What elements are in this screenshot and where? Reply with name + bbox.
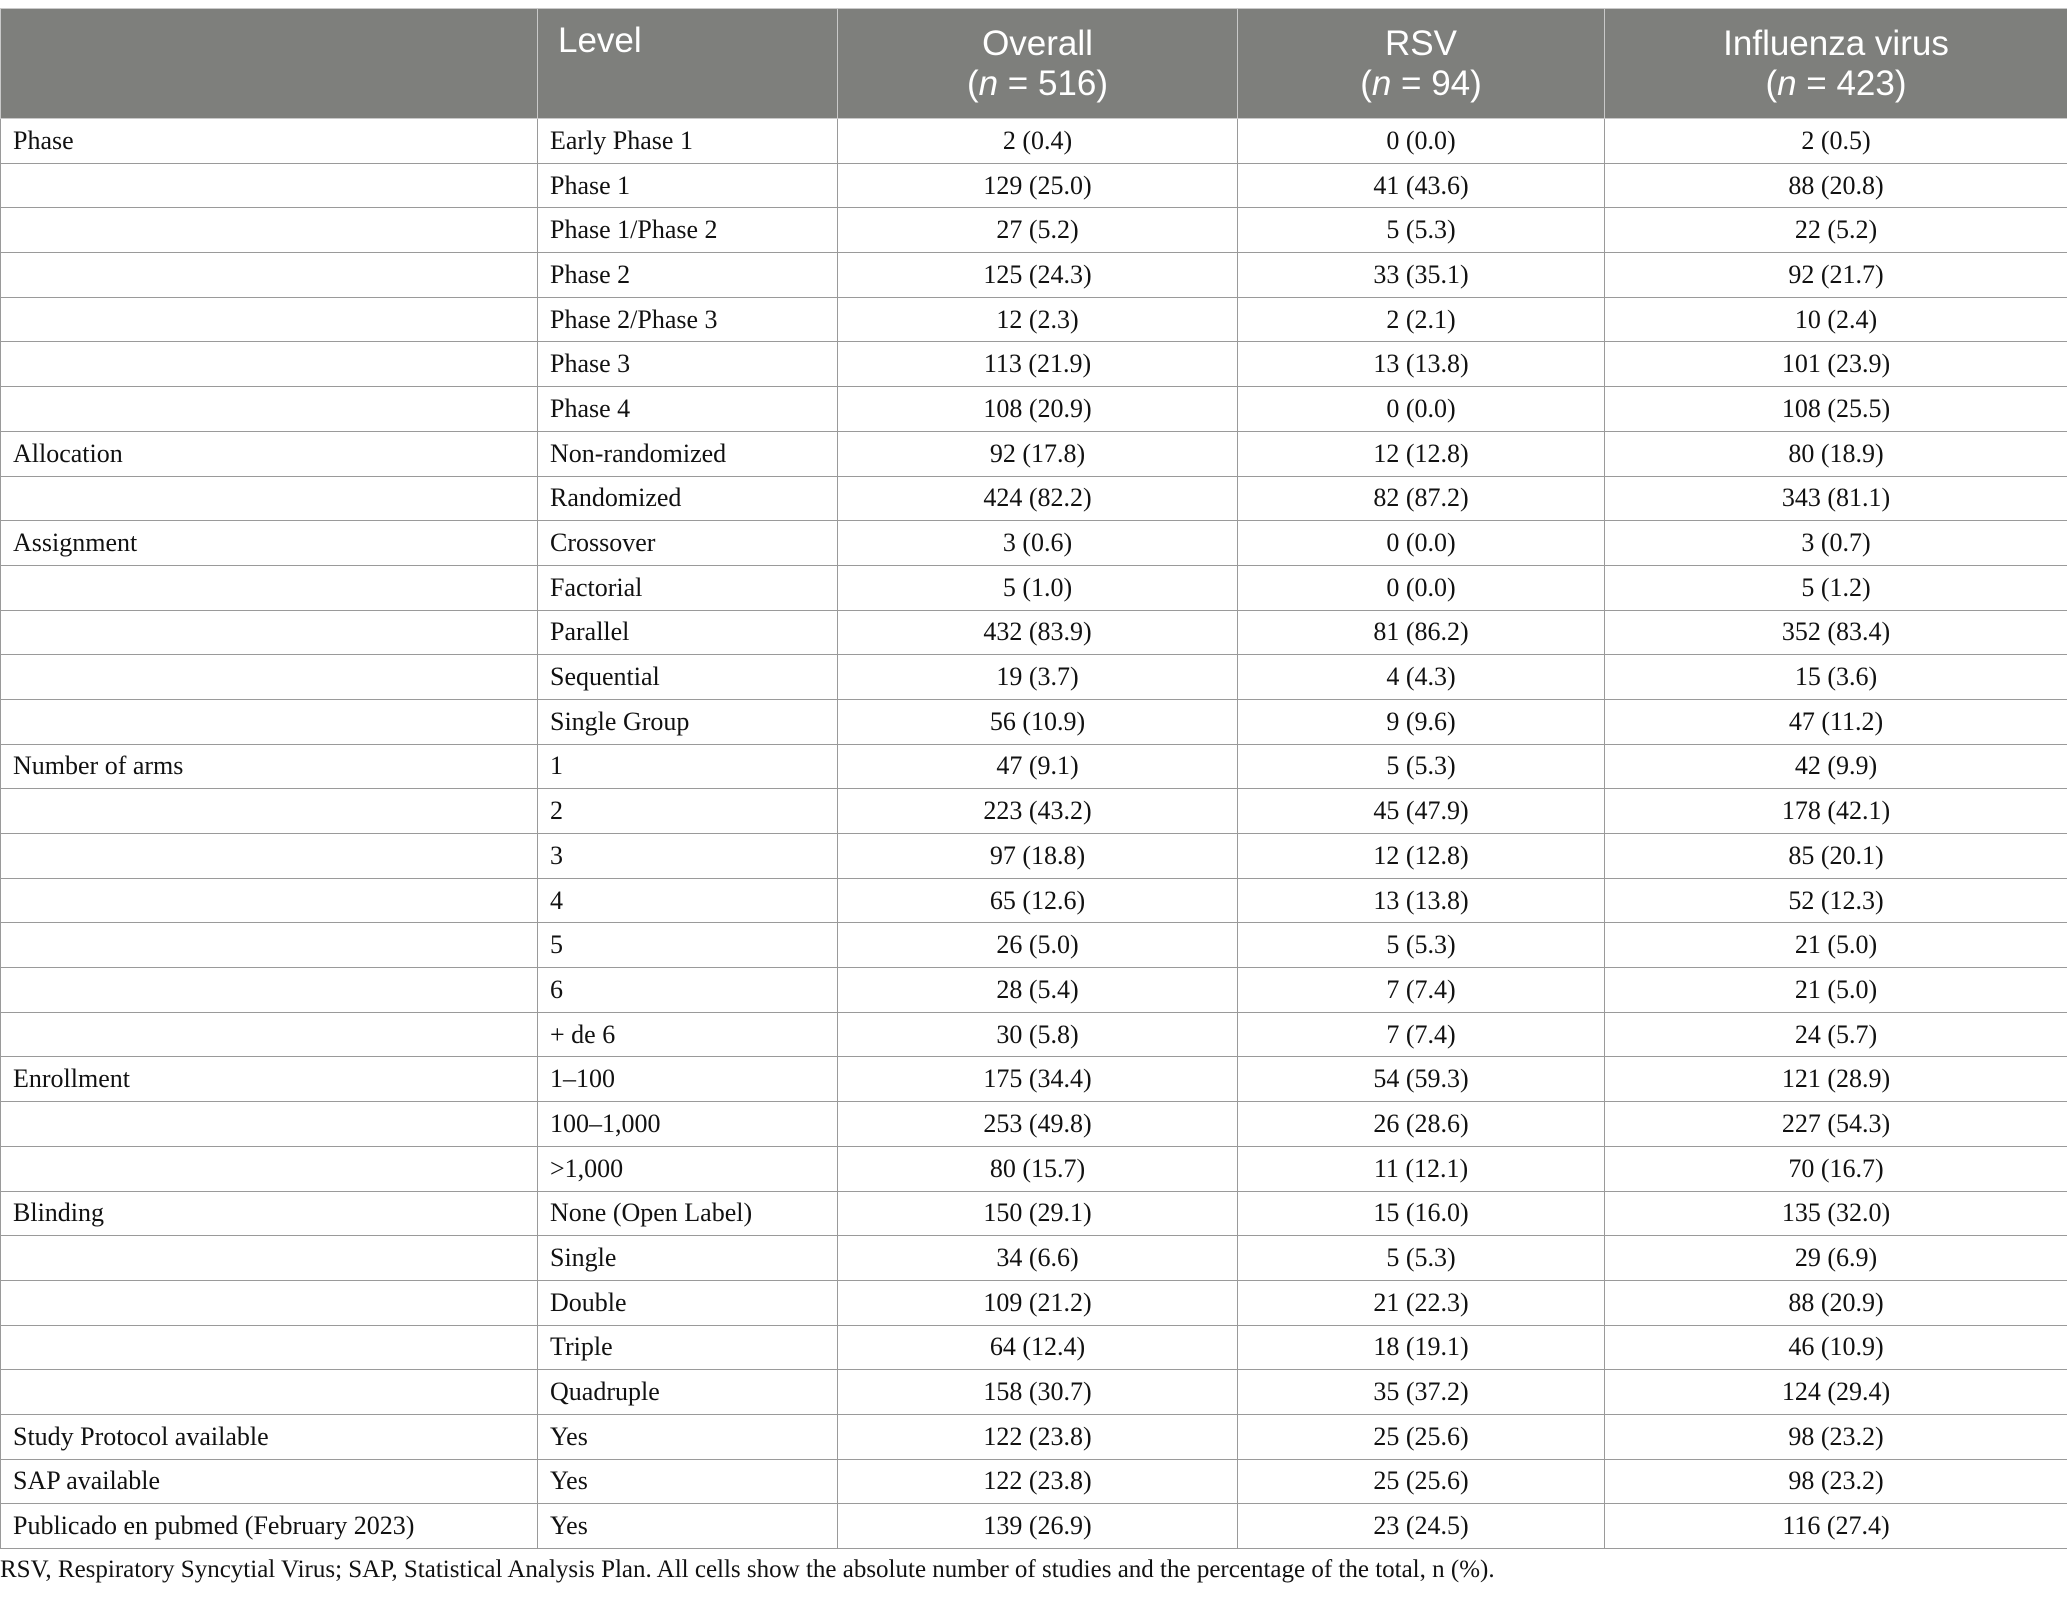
header-variable	[1, 9, 538, 119]
table-row	[1, 834, 2067, 879]
rsv-cell: 23 (24.5)	[1238, 1504, 1605, 1549]
table-row	[1, 297, 2067, 342]
variable-cell	[1, 1146, 538, 1191]
rsv-cell: 2 (2.1)	[1238, 297, 1605, 342]
table-row	[1, 1102, 2067, 1147]
level-cell: 4	[538, 878, 838, 923]
rsv-cell: 5 (5.3)	[1238, 744, 1605, 789]
variable-cell	[1, 834, 538, 879]
influenza-cell: 88 (20.9)	[1605, 1280, 2067, 1325]
overall-cell: 26 (5.0)	[838, 923, 1238, 968]
overall-cell: 424 (82.2)	[838, 476, 1238, 521]
rsv-cell: 21 (22.3)	[1238, 1280, 1605, 1325]
overall-cell: 65 (12.6)	[838, 878, 1238, 923]
rsv-cell: 4 (4.3)	[1238, 655, 1605, 700]
rsv-cell: 0 (0.0)	[1238, 565, 1605, 610]
overall-cell: 253 (49.8)	[838, 1102, 1238, 1147]
rsv-cell: 12 (12.8)	[1238, 431, 1605, 476]
level-cell: Non-randomized	[538, 431, 838, 476]
table-row	[1, 1325, 2067, 1370]
rsv-cell: 33 (35.1)	[1238, 253, 1605, 298]
rsv-cell: 12 (12.8)	[1238, 834, 1605, 879]
rsv-cell: 7 (7.4)	[1238, 968, 1605, 1013]
table-row	[1, 1370, 2067, 1415]
overall-cell: 64 (12.4)	[838, 1325, 1238, 1370]
rsv-cell: 25 (25.6)	[1238, 1414, 1605, 1459]
header-rsv	[1238, 9, 1605, 119]
variable-cell: SAP available	[1, 1459, 538, 1504]
variable-cell	[1, 610, 538, 655]
level-cell: Phase 3	[538, 342, 838, 387]
rsv-cell: 15 (16.0)	[1238, 1191, 1605, 1236]
variable-cell: Enrollment	[1, 1057, 538, 1102]
header-overall	[838, 9, 1238, 119]
overall-cell: 56 (10.9)	[838, 699, 1238, 744]
level-cell: Crossover	[538, 521, 838, 566]
table-row	[1, 1236, 2067, 1281]
influenza-cell: 101 (23.9)	[1605, 342, 2067, 387]
table-row	[1, 1459, 2067, 1504]
variable-cell: Phase	[1, 119, 538, 164]
overall-cell: 92 (17.8)	[838, 431, 1238, 476]
rsv-cell: 9 (9.6)	[1238, 699, 1605, 744]
rsv-cell: 5 (5.3)	[1238, 923, 1605, 968]
variable-cell	[1, 208, 538, 253]
header-row	[1, 9, 2067, 119]
variable-cell	[1, 699, 538, 744]
table-row	[1, 968, 2067, 1013]
table-row	[1, 476, 2067, 521]
variable-cell: Study Protocol available	[1, 1414, 538, 1459]
rsv-cell: 0 (0.0)	[1238, 119, 1605, 164]
table-row	[1, 923, 2067, 968]
variable-cell	[1, 1012, 538, 1057]
table-row	[1, 208, 2067, 253]
table-row	[1, 1057, 2067, 1102]
level-cell: Parallel	[538, 610, 838, 655]
rsv-cell: 26 (28.6)	[1238, 1102, 1605, 1147]
overall-cell: 30 (5.8)	[838, 1012, 1238, 1057]
rsv-cell: 7 (7.4)	[1238, 1012, 1605, 1057]
overall-cell: 28 (5.4)	[838, 968, 1238, 1013]
header-overall-n: (n = 516)	[966, 63, 1109, 103]
header-influenza	[1605, 9, 2067, 119]
influenza-cell: 2 (0.5)	[1605, 119, 2067, 164]
overall-cell: 129 (25.0)	[838, 163, 1238, 208]
influenza-cell: 135 (32.0)	[1605, 1191, 2067, 1236]
overall-cell: 122 (23.8)	[838, 1414, 1238, 1459]
rsv-cell: 54 (59.3)	[1238, 1057, 1605, 1102]
overall-cell: 5 (1.0)	[838, 565, 1238, 610]
overall-cell: 113 (21.9)	[838, 342, 1238, 387]
variable-cell	[1, 923, 538, 968]
level-cell: Double	[538, 1280, 838, 1325]
table-row	[1, 1414, 2067, 1459]
influenza-cell: 15 (3.6)	[1605, 655, 2067, 700]
variable-cell	[1, 789, 538, 834]
rsv-cell: 45 (47.9)	[1238, 789, 1605, 834]
overall-cell: 12 (2.3)	[838, 297, 1238, 342]
level-cell: >1,000	[538, 1146, 838, 1191]
influenza-cell: 52 (12.3)	[1605, 878, 2067, 923]
table-row	[1, 119, 2067, 164]
overall-cell: 19 (3.7)	[838, 655, 1238, 700]
level-cell: Phase 2/Phase 3	[538, 297, 838, 342]
level-cell: Yes	[538, 1504, 838, 1549]
variable-cell	[1, 387, 538, 432]
header-influenza-name: Influenza virus	[1723, 23, 1949, 63]
header-level: Level	[538, 9, 838, 119]
overall-cell: 97 (18.8)	[838, 834, 1238, 879]
table-row	[1, 253, 2067, 298]
rsv-cell: 82 (87.2)	[1238, 476, 1605, 521]
level-cell: Yes	[538, 1459, 838, 1504]
influenza-cell: 22 (5.2)	[1605, 208, 2067, 253]
table-row	[1, 387, 2067, 432]
table-container	[0, 8, 2067, 1549]
level-cell: 100–1,000	[538, 1102, 838, 1147]
level-cell: Phase 1	[538, 163, 838, 208]
overall-cell: 34 (6.6)	[838, 1236, 1238, 1281]
influenza-cell: 80 (18.9)	[1605, 431, 2067, 476]
variable-cell	[1, 968, 538, 1013]
rsv-cell: 35 (37.2)	[1238, 1370, 1605, 1415]
table-footnote: RSV, Respiratory Syncytial Virus; SAP, Statistical Analysis Plan. All cells show the absolute number of studies and the percentage of the total, n (%).	[0, 1556, 1495, 1583]
level-cell: Sequential	[538, 655, 838, 700]
variable-cell: Number of arms	[1, 744, 538, 789]
overall-cell: 3 (0.6)	[838, 521, 1238, 566]
rsv-cell: 5 (5.3)	[1238, 208, 1605, 253]
variable-cell	[1, 565, 538, 610]
influenza-cell: 88 (20.8)	[1605, 163, 2067, 208]
table-row	[1, 610, 2067, 655]
rsv-cell: 0 (0.0)	[1238, 387, 1605, 432]
variable-cell	[1, 1325, 538, 1370]
header-overall-name: Overall	[982, 23, 1093, 63]
variable-cell	[1, 1370, 538, 1415]
overall-cell: 2 (0.4)	[838, 119, 1238, 164]
level-cell: Yes	[538, 1414, 838, 1459]
influenza-cell: 85 (20.1)	[1605, 834, 2067, 879]
influenza-cell: 46 (10.9)	[1605, 1325, 2067, 1370]
overall-cell: 125 (24.3)	[838, 253, 1238, 298]
level-cell: 6	[538, 968, 838, 1013]
influenza-cell: 70 (16.7)	[1605, 1146, 2067, 1191]
level-cell: 3	[538, 834, 838, 879]
level-cell: 1–100	[538, 1057, 838, 1102]
level-cell: 2	[538, 789, 838, 834]
variable-cell: Allocation	[1, 431, 538, 476]
influenza-cell: 124 (29.4)	[1605, 1370, 2067, 1415]
header-influenza-n: (n = 423)	[1765, 63, 1907, 103]
table-row	[1, 699, 2067, 744]
influenza-cell: 116 (27.4)	[1605, 1504, 2067, 1549]
rsv-cell: 18 (19.1)	[1238, 1325, 1605, 1370]
overall-cell: 47 (9.1)	[838, 744, 1238, 789]
level-cell: + de 6	[538, 1012, 838, 1057]
overall-cell: 108 (20.9)	[838, 387, 1238, 432]
variable-cell	[1, 163, 538, 208]
table-body	[1, 119, 2067, 1549]
overall-cell: 175 (34.4)	[838, 1057, 1238, 1102]
overall-cell: 122 (23.8)	[838, 1459, 1238, 1504]
level-cell: None (Open Label)	[538, 1191, 838, 1236]
variable-cell: Assignment	[1, 521, 538, 566]
variable-cell	[1, 342, 538, 387]
variable-cell: Publicado en pubmed (February 2023)	[1, 1504, 538, 1549]
table-row	[1, 655, 2067, 700]
header-rsv-n: (n = 94)	[1360, 63, 1482, 103]
influenza-cell: 121 (28.9)	[1605, 1057, 2067, 1102]
influenza-cell: 21 (5.0)	[1605, 968, 2067, 1013]
level-cell: 1	[538, 744, 838, 789]
rsv-cell: 13 (13.8)	[1238, 878, 1605, 923]
table-row	[1, 342, 2067, 387]
table-row	[1, 1146, 2067, 1191]
variable-cell: Blinding	[1, 1191, 538, 1236]
influenza-cell: 178 (42.1)	[1605, 789, 2067, 834]
variable-cell	[1, 1102, 538, 1147]
variable-cell	[1, 253, 538, 298]
variable-cell	[1, 476, 538, 521]
header-rsv-name: RSV	[1385, 23, 1457, 63]
table-row	[1, 1191, 2067, 1236]
overall-cell: 432 (83.9)	[838, 610, 1238, 655]
overall-cell: 150 (29.1)	[838, 1191, 1238, 1236]
level-cell: Phase 2	[538, 253, 838, 298]
influenza-cell: 98 (23.2)	[1605, 1414, 2067, 1459]
table-row	[1, 744, 2067, 789]
level-cell: Single Group	[538, 699, 838, 744]
variable-cell	[1, 297, 538, 342]
results-table	[0, 8, 2067, 1549]
overall-cell: 27 (5.2)	[838, 208, 1238, 253]
level-cell: Randomized	[538, 476, 838, 521]
level-cell: Triple	[538, 1325, 838, 1370]
influenza-cell: 227 (54.3)	[1605, 1102, 2067, 1147]
table-row	[1, 1504, 2067, 1549]
table-row	[1, 565, 2067, 610]
overall-cell: 223 (43.2)	[838, 789, 1238, 834]
influenza-cell: 343 (81.1)	[1605, 476, 2067, 521]
table-row	[1, 1280, 2067, 1325]
influenza-cell: 47 (11.2)	[1605, 699, 2067, 744]
overall-cell: 109 (21.2)	[838, 1280, 1238, 1325]
level-cell: Factorial	[538, 565, 838, 610]
level-cell: Quadruple	[538, 1370, 838, 1415]
influenza-cell: 108 (25.5)	[1605, 387, 2067, 432]
table-row	[1, 789, 2067, 834]
rsv-cell: 41 (43.6)	[1238, 163, 1605, 208]
overall-cell: 158 (30.7)	[838, 1370, 1238, 1415]
level-cell: Phase 1/Phase 2	[538, 208, 838, 253]
rsv-cell: 25 (25.6)	[1238, 1459, 1605, 1504]
rsv-cell: 0 (0.0)	[1238, 521, 1605, 566]
variable-cell	[1, 878, 538, 923]
rsv-cell: 5 (5.3)	[1238, 1236, 1605, 1281]
influenza-cell: 21 (5.0)	[1605, 923, 2067, 968]
influenza-cell: 92 (21.7)	[1605, 253, 2067, 298]
variable-cell	[1, 1280, 538, 1325]
level-cell: 5	[538, 923, 838, 968]
rsv-cell: 13 (13.8)	[1238, 342, 1605, 387]
influenza-cell: 3 (0.7)	[1605, 521, 2067, 566]
influenza-cell: 42 (9.9)	[1605, 744, 2067, 789]
rsv-cell: 11 (12.1)	[1238, 1146, 1605, 1191]
overall-cell: 80 (15.7)	[838, 1146, 1238, 1191]
overall-cell: 139 (26.9)	[838, 1504, 1238, 1549]
influenza-cell: 5 (1.2)	[1605, 565, 2067, 610]
level-cell: Phase 4	[538, 387, 838, 432]
level-cell: Early Phase 1	[538, 119, 838, 164]
table-row	[1, 163, 2067, 208]
variable-cell	[1, 655, 538, 700]
influenza-cell: 24 (5.7)	[1605, 1012, 2067, 1057]
influenza-cell: 29 (6.9)	[1605, 1236, 2067, 1281]
table-row	[1, 431, 2067, 476]
table-row	[1, 521, 2067, 566]
table-row	[1, 1012, 2067, 1057]
influenza-cell: 98 (23.2)	[1605, 1459, 2067, 1504]
table-row	[1, 878, 2067, 923]
influenza-cell: 10 (2.4)	[1605, 297, 2067, 342]
level-cell: Single	[538, 1236, 838, 1281]
influenza-cell: 352 (83.4)	[1605, 610, 2067, 655]
variable-cell	[1, 1236, 538, 1281]
rsv-cell: 81 (86.2)	[1238, 610, 1605, 655]
